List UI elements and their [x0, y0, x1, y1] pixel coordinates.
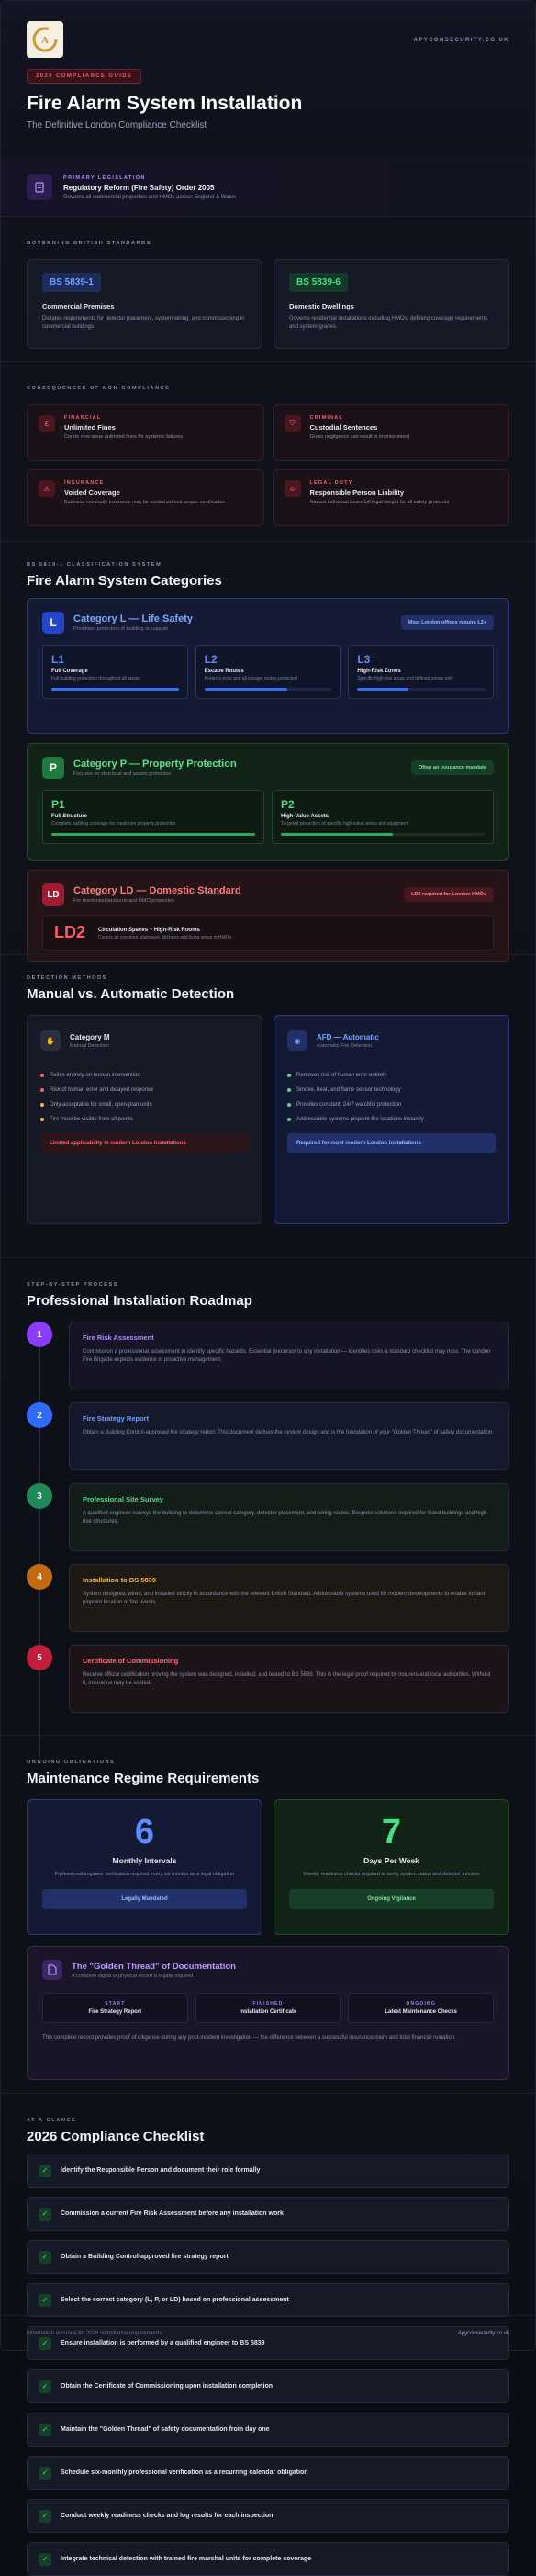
thread-box-eyebrow: START: [105, 2001, 126, 2007]
checklist-item-text: Integrate technical detection with trained fire marshal units for complete coverage: [61, 2556, 312, 2562]
list-item: Smoke, heat, and flame sensor technology: [287, 1087, 496, 1093]
ld-code: LD2: [54, 923, 86, 941]
step-number: 1: [27, 1322, 52, 1347]
standard-desc: Dictates requirements for detector placement, system wiring, and commissioning in commercial buildings.: [42, 316, 245, 330]
standard-title: Domestic Dwellings: [289, 302, 354, 310]
category-letter: LD: [42, 883, 64, 906]
check-icon[interactable]: ✓: [39, 2337, 51, 2350]
category-sub: Focuses on structural and assets protection: [73, 771, 172, 777]
standard-card: [27, 259, 262, 349]
category-ld-card: [27, 870, 509, 962]
list-item: Risk of human error and delayed response: [40, 1087, 249, 1093]
list-item: Removes risk of human error entirely: [287, 1073, 496, 1078]
roadmap-step: [27, 1483, 509, 1551]
roadmap-step: [27, 1564, 509, 1632]
document-icon: [27, 174, 52, 200]
coverage-bar: [51, 688, 179, 691]
category-letter: P: [42, 757, 64, 779]
checklist-item-text: Select the correct category (L, P, or LD) based on professional assessment: [61, 2297, 289, 2303]
consequence-eyebrow: LEGAL DUTY: [309, 480, 353, 486]
check-icon[interactable]: ✓: [39, 2553, 51, 2566]
maintenance-number: 7: [381, 1813, 402, 1851]
step-number: 5: [27, 1645, 52, 1670]
check-icon[interactable]: ✓: [39, 2251, 51, 2264]
subcategory-code: L2: [204, 653, 218, 666]
file-icon: [42, 1960, 62, 1980]
subcategory-desc: Complete building coverage for maximum property protection: [51, 821, 176, 827]
category-title: Category L — Life Safety: [73, 613, 193, 624]
ld-item: [42, 915, 494, 951]
detection-section: [1, 954, 535, 1257]
step-title: Installation to BS 5839: [83, 1576, 157, 1584]
thread-box-title: Latest Maintenance Checks: [385, 2009, 458, 2015]
legislation-eyebrow: PRIMARY LEGISLATION: [63, 174, 146, 181]
category-p-card: [27, 743, 509, 861]
step-title: Professional Site Survey: [83, 1495, 163, 1503]
standard-code: BS 5839-1: [42, 273, 101, 292]
roadmap-steps: [27, 1322, 509, 1713]
golden-thread-desc: This complete record provides proof of diligence during any post-incident investigation — the difference between a successful insurance claim and total financial ruination.: [42, 2035, 456, 2041]
consequence-desc: Courts now issue unlimited fines for systemic failures: [64, 434, 183, 440]
manual-detection-card: [27, 1015, 262, 1224]
standard-desc: Governs residential installations including HMOs, defining coverage requirements and system grades.: [289, 316, 488, 330]
subcategory-card: [272, 790, 494, 844]
legislation-banner: [1, 159, 535, 216]
checklist-item-text: Commission a current Fire Risk Assessment before any installation work: [61, 2210, 284, 2217]
checklist-item[interactable]: [27, 2197, 509, 2231]
header: [1, 1, 535, 159]
list-item: Provides constant, 24/7 watchful protection: [287, 1102, 496, 1108]
standards-section: [1, 216, 535, 361]
auto-foot: Required for most modern London installations: [287, 1133, 496, 1153]
maintenance-eyebrow: ONGOING OBLIGATIONS: [27, 1760, 116, 1765]
step-title: Fire Strategy Report: [83, 1414, 150, 1423]
ld-item-title: Circulation Spaces + High-Risk Rooms: [98, 928, 200, 933]
auto-list: [287, 1073, 496, 1122]
thread-box: [348, 1993, 494, 2023]
checklist-item-text: Ensure installation is performed by a qualified engineer to BS 5839: [61, 2340, 265, 2346]
golden-thread-title: The "Golden Thread" of Documentation: [72, 1961, 236, 1972]
checklist-item-text: Obtain the Certificate of Commissioning upon installation completion: [61, 2383, 274, 2390]
checklist-item-text: Conduct weekly readiness checks and log results for each inspection: [61, 2513, 274, 2519]
brand-logo[interactable]: [27, 21, 63, 58]
checklist-item[interactable]: [27, 2499, 509, 2533]
thread-box: [42, 1993, 188, 2023]
categories-section: [1, 541, 535, 954]
coverage-bar: [205, 688, 287, 691]
subcategory-title: High-Value Assets: [281, 814, 329, 819]
warning-icon: ⚠: [39, 480, 55, 497]
step-number: 4: [27, 1564, 52, 1590]
consequence-desc: Business continuity insurance may be voided without proper certification: [64, 500, 226, 505]
roadmap-step: [27, 1645, 509, 1713]
list-item: Fire must be visible from all points: [40, 1117, 249, 1122]
maintenance-card-desc: Weekly readiness checks required to verify system status and detector function: [303, 1872, 480, 1877]
step-title: Certificate of Commissioning: [83, 1657, 179, 1665]
step-desc: Commission a professional assessment to identify specific hazards. Essential precursor to any installation — identifies risks a standard checklist may miss. The London Fire Brigade expects evidence of proactive management.: [83, 1349, 491, 1364]
subcategory-card: [42, 790, 264, 844]
step-desc: System designed, wired, and installed strictly in accordance with the relevant British Standard. Addressable systems used for modern developments to enable instant pinpoint location of fire events.: [83, 1592, 486, 1606]
subcategory-code: L1: [51, 653, 65, 666]
check-icon[interactable]: ✓: [39, 2510, 51, 2523]
golden-thread-card: [27, 1946, 509, 2080]
consequence-desc: Named individual bears full legal weight for all safety protocols: [309, 500, 450, 505]
footer-link[interactable]: Apyconsecurity.co.uk: [457, 2330, 509, 2336]
category-title: Category P — Property Protection: [73, 759, 237, 770]
shield-icon: ⛉: [285, 415, 301, 432]
roadmap-step: [27, 1322, 509, 1389]
consequence-card: [273, 469, 510, 526]
thread-box-eyebrow: FINISHED: [252, 2001, 284, 2007]
step-desc: A qualified engineer surveys the building to determine correct category, detector placement, and wiring routes. Bespoke solutions required for listed buildings and high-rise structures.: [83, 1511, 489, 1525]
consequence-card: [27, 404, 264, 461]
check-icon[interactable]: ✓: [39, 2380, 51, 2393]
guide-badge: 2026 COMPLIANCE GUIDE: [27, 69, 141, 84]
consequence-eyebrow: CRIMINAL: [309, 415, 343, 421]
roadmap-step: [27, 1402, 509, 1470]
step-title: Fire Risk Assessment: [83, 1333, 154, 1342]
subcategory-title: High-Risk Zones: [357, 669, 401, 674]
checklist-item-text: Schedule six-monthly professional verification as a recurring calendar obligation: [61, 2469, 308, 2476]
detection-card-title: Category M: [70, 1032, 110, 1041]
subcategory-desc: Targeted protection of specific high-value areas and equipment: [281, 821, 409, 827]
coverage-bar: [51, 833, 255, 836]
list-item: Only acceptable for small, open-plan units: [40, 1102, 249, 1108]
subcategory-title: Full Coverage: [51, 669, 88, 674]
list-item: Addressable systems pinpoint fire locations instantly: [287, 1117, 496, 1122]
consequence-card: [273, 404, 510, 461]
subcategory-title: Escape Routes: [204, 669, 244, 674]
checklist-item[interactable]: [27, 2369, 509, 2403]
footer-note: Information accurate for 2026 compliance requirements: [27, 2330, 162, 2336]
step-number: 2: [27, 1402, 52, 1428]
standards-eyebrow: GOVERNING BRITISH STANDARDS: [27, 241, 151, 246]
sensor-icon: ◉: [287, 1030, 307, 1051]
maintenance-section: [1, 1735, 535, 2093]
maintenance-card-desc: Professional engineer verification required every six months as a legal obligation: [54, 1872, 235, 1877]
page-title: Fire Alarm System Installation: [27, 93, 303, 114]
auto-detection-card: [274, 1015, 509, 1224]
subcategory-title: Full Structure: [51, 814, 88, 819]
category-title: Category LD — Domestic Standard: [73, 885, 241, 896]
checklist-item-text: Maintain the "Golden Thread" of safety documentation from day one: [61, 2426, 270, 2433]
person-icon: ☺: [285, 480, 301, 497]
thread-box-eyebrow: ONGOING: [406, 2001, 436, 2007]
checklist-item[interactable]: [27, 2413, 509, 2447]
check-icon[interactable]: ✓: [39, 2424, 51, 2436]
standard-card: [274, 259, 509, 349]
detection-eyebrow: DETECTION METHODS: [27, 975, 108, 981]
consequence-title: Voided Coverage: [64, 489, 120, 497]
subcategory-card: [42, 645, 188, 699]
consequence-title: Custodial Sentences: [309, 423, 378, 432]
standard-code: BS 5839-6: [289, 273, 348, 292]
checklist-item[interactable]: [27, 2154, 509, 2188]
site-domain[interactable]: APYCONSECURITY.CO.UK: [413, 38, 509, 43]
svg-text:A: A: [41, 35, 49, 46]
subcategory-card: [348, 645, 494, 699]
maintenance-card: [274, 1799, 509, 1935]
check-icon[interactable]: ✓: [39, 2165, 51, 2177]
thread-box-title: Fire Strategy Report: [88, 2009, 142, 2015]
categories-eyebrow: BS 5839-1 CLASSIFICATION SYSTEM: [27, 562, 162, 568]
coverage-bar: [281, 833, 393, 836]
golden-thread-sub: A complete digital or physical record is legally required: [72, 1973, 194, 1979]
subcategory-code: P1: [51, 798, 65, 811]
subcategory-desc: Specific high-risk areas and defined zones only: [357, 676, 453, 681]
category-l-card: [27, 598, 509, 734]
category-tag: LD2 required for London HMOs: [404, 887, 494, 902]
consequences-section: [1, 361, 535, 541]
consequence-eyebrow: INSURANCE: [64, 480, 105, 486]
coverage-bar: [357, 688, 408, 691]
maintenance-number: 6: [134, 1813, 155, 1851]
page-subtitle: The Definitive London Compliance Checklist: [27, 120, 207, 130]
consequence-eyebrow: FINANCIAL: [64, 415, 102, 421]
consequence-card: [27, 469, 264, 526]
pound-icon: £: [39, 415, 55, 432]
checklist-item[interactable]: [27, 2456, 509, 2490]
subcategory-desc: Protects exits and all escape routes protected: [204, 676, 297, 681]
detection-card-sub: Automatic Fire Detection: [317, 1042, 373, 1049]
checklist-item-text: Identify the Responsible Person and document their role formally: [61, 2167, 261, 2174]
detection-title: Manual vs. Automatic Detection: [27, 986, 235, 1002]
roadmap-section: [1, 1257, 535, 1735]
step-desc: Obtain a Building Control-approved fire strategy report. This document defines the system design and is the foundation of your "Golden Thread" of safety documentation.: [83, 1430, 494, 1435]
check-icon[interactable]: ✓: [39, 2208, 51, 2221]
manual-list: [40, 1073, 249, 1122]
category-sub: Prioritises protection of building occupants: [73, 626, 169, 632]
check-icon[interactable]: ✓: [39, 2467, 51, 2480]
subcategory-card: [195, 645, 341, 699]
consequence-title: Responsible Person Liability: [309, 489, 405, 497]
checklist-item[interactable]: [27, 2542, 509, 2576]
checklist-item-text: Obtain a Building Control-approved fire strategy report: [61, 2254, 229, 2260]
detection-card-title: AFD — Automatic: [317, 1032, 379, 1041]
category-tag: Often an insurance mandate: [411, 760, 494, 775]
detection-card-sub: Manual Detection: [70, 1042, 109, 1049]
footer: [1, 2315, 535, 2350]
category-tag: Most London offices require L2+: [401, 615, 494, 630]
thread-box: [195, 1993, 341, 2023]
maintenance-title: Maintenance Regime Requirements: [27, 1771, 260, 1786]
thread-box-title: Installation Certificate: [239, 2009, 297, 2015]
consequence-title: Unlimited Fines: [64, 423, 116, 432]
maintenance-card-title: Monthly Intervals: [112, 1856, 177, 1865]
category-sub: For residential landlords and HMO properties: [73, 898, 174, 904]
legislation-desc: Governs all commercial properties and HMOs across England & Wales: [63, 194, 237, 200]
checklist-item[interactable]: [27, 2240, 509, 2274]
roadmap-title: Professional Installation Roadmap: [27, 1293, 252, 1309]
manual-foot: Limited applicability in modern London installations: [40, 1133, 249, 1153]
category-letter: L: [42, 612, 64, 634]
maintenance-card-title: Days Per Week: [363, 1856, 419, 1865]
checklist-eyebrow: AT A GLANCE: [27, 2118, 77, 2123]
subcategory-code: L3: [357, 653, 371, 666]
hand-icon: ✋: [40, 1030, 61, 1051]
maintenance-card: [27, 1799, 262, 1935]
roadmap-eyebrow: STEP-BY-STEP PROCESS: [27, 1282, 119, 1288]
maintenance-pill: Legally Mandated: [42, 1889, 247, 1909]
standard-title: Commercial Premises: [42, 302, 115, 310]
list-item: Relies entirely on human intervention: [40, 1073, 249, 1078]
legislation-title: Regulatory Reform (Fire Safety) Order 2005: [63, 183, 215, 192]
checklist-item[interactable]: [27, 2283, 509, 2317]
step-desc: Receive official certification proving the system was designed, installed, and tested to BS 5839. This is the legal proof required by insurers and local authorities. Without it, insurance may be voided.: [83, 1672, 491, 1687]
check-icon[interactable]: ✓: [39, 2294, 51, 2307]
maintenance-pill: Ongoing Vigilance: [289, 1889, 494, 1909]
ld-item-desc: Covers all corridors, stairways, kitchens and living areas in HMOs: [98, 935, 232, 940]
subcategory-desc: Full building protection throughout all areas: [51, 676, 140, 681]
checklist-title: 2026 Compliance Checklist: [27, 2129, 205, 2144]
consequence-desc: Gross negligence can result in imprisonment: [309, 434, 410, 440]
categories-title: Fire Alarm System Categories: [27, 573, 222, 589]
subcategory-code: P2: [281, 798, 295, 811]
checklist-list: [27, 2154, 509, 2576]
step-number: 3: [27, 1483, 52, 1509]
consequences-eyebrow: CONSEQUENCES OF NON-COMPLIANCE: [27, 386, 171, 391]
